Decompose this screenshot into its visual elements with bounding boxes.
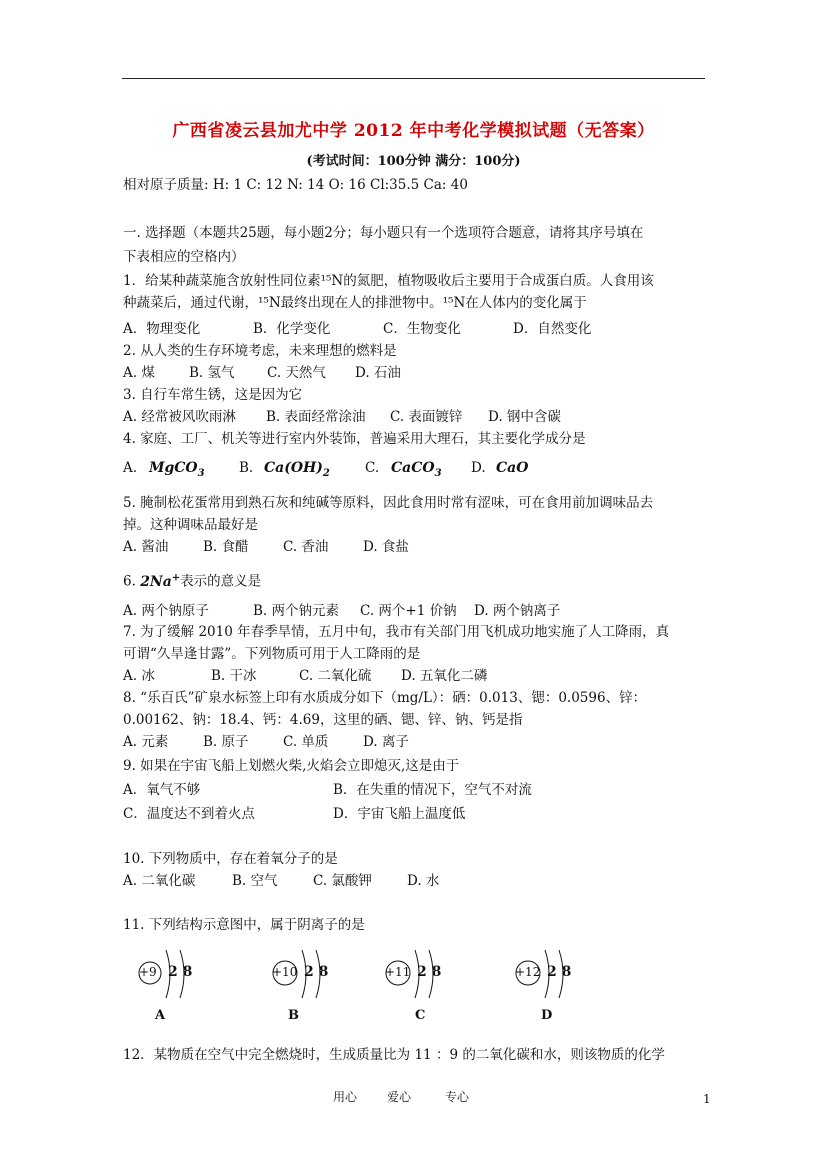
atom-c-label: C bbox=[415, 1008, 426, 1023]
page-number: 1 bbox=[703, 1092, 711, 1106]
atom-a-electrons: 2 8 bbox=[168, 964, 193, 980]
q3-options bbox=[123, 408, 561, 426]
q4-options bbox=[123, 459, 528, 483]
q1-options bbox=[123, 320, 591, 338]
q4-option-b-formula: $Ca(OH)_2$ bbox=[264, 460, 330, 479]
q7-option-b: B. 干冰 bbox=[211, 668, 257, 684]
atom-diagram-d[interactable] bbox=[512, 946, 592, 1002]
q3-stem: 3. 自行车常生锈，这是因为它 bbox=[123, 387, 303, 403]
section-heading-line2: 下表相应的空格内） bbox=[123, 249, 245, 265]
q9-option-a: A．氧气不够 bbox=[123, 782, 201, 798]
q6-option-c: C. 两个+1 价钠 bbox=[360, 603, 457, 619]
atom-a-nucleus: +9 bbox=[139, 965, 157, 979]
q6-option-d: D. 两个钠离子 bbox=[474, 603, 561, 619]
q2-options bbox=[123, 364, 401, 382]
q8-option-a: A. 元素 bbox=[123, 734, 169, 750]
atom-a-label: A bbox=[155, 1008, 166, 1023]
q2-option-a: A. 煤 bbox=[123, 365, 155, 381]
q5-stem-line2: 掉。这种调味品最好是 bbox=[123, 517, 258, 533]
footer-left-motto: 用心 bbox=[333, 1090, 358, 1104]
q2-option-c: C. 天然气 bbox=[267, 365, 326, 381]
q3-option-c: C. 表面镀锌 bbox=[390, 409, 463, 425]
footer-right-motto: 专心 bbox=[445, 1090, 470, 1104]
q7-option-d: D. 五氧化二磷 bbox=[401, 668, 488, 684]
q10-option-a: A. 二氧化碳 bbox=[123, 873, 196, 889]
q7-option-a: A. 冰 bbox=[123, 668, 155, 684]
q10-option-d: D. 水 bbox=[407, 873, 440, 889]
q4-stem: 4. 家庭、工厂、机关等进行室内外装饰，普遍采用大理石，其主要化学成分是 bbox=[123, 431, 586, 447]
q10-options bbox=[123, 872, 439, 890]
q9-option-c: C．温度达不到着火点 bbox=[123, 806, 255, 822]
q6-stem-text: 表示的意义是 bbox=[180, 573, 262, 590]
q5-options bbox=[123, 538, 409, 556]
q5-option-c: C. 香油 bbox=[283, 539, 329, 555]
q8-option-b: B. 原子 bbox=[203, 734, 249, 750]
q1-stem-line1: 1．给某种蔬菜施含放射性同位素¹⁵N的氮肥，植物吸收后主要用于合成蛋白质。人食用该 bbox=[123, 273, 654, 289]
q5-option-d: D. 食盐 bbox=[363, 539, 409, 555]
q3-option-b: B. 表面经常涂油 bbox=[266, 409, 366, 425]
q1-option-d: D．自然变化 bbox=[513, 321, 592, 337]
q1-option-a: A．物理变化 bbox=[123, 321, 201, 337]
q9-option-b: B．在失重的情况下，空气不对流 bbox=[333, 782, 532, 798]
q4-option-c-formula: CaCO$_3$ bbox=[391, 460, 442, 479]
q5-stem-line1: 5. 腌制松花蛋常用到熟石灰和纯碱等原料，因此食用时常有涩味，可在食用前加调味品去 bbox=[123, 495, 654, 511]
q11-stem: 11. 下列结构示意图中，属于阴离子的是 bbox=[123, 917, 365, 933]
q7-options bbox=[123, 667, 487, 685]
q6-number: 6. bbox=[123, 573, 136, 590]
atom-diagram-a[interactable] bbox=[134, 946, 214, 1002]
q8-option-c: C. 单质 bbox=[283, 734, 329, 750]
exam-info: (考试时间：100分钟 满分：100分) bbox=[306, 154, 521, 169]
q10-stem: 10. 下列物质中，存在着氧分子的是 bbox=[123, 851, 338, 867]
atom-d-electrons: 2 8 bbox=[547, 964, 572, 980]
q2-option-b: B. 氢气 bbox=[189, 365, 235, 381]
atomic-masses: 相对原子质量: H: 1 C: 12 N: 14 O: 16 Cl:35.5 Ca: 40 bbox=[123, 177, 468, 193]
q9-option-d: D．宇宙飞船上温度低 bbox=[333, 806, 466, 822]
atom-b-electrons: 2 8 bbox=[304, 964, 329, 980]
footer-middle-motto: 爱心 bbox=[387, 1090, 412, 1104]
q8-stem-line2: 0.00162、钠：18.4、钙：4.69，这里的硒、锶、锌、钠、钙是指 bbox=[123, 712, 523, 728]
q3-option-d: D. 钢中含碳 bbox=[488, 409, 561, 425]
q6-option-b: B. 两个钠元素 bbox=[253, 603, 340, 619]
q4-letter-b: B. bbox=[239, 460, 254, 476]
q4-option-a-formula: MgCO$_3$ bbox=[149, 460, 205, 479]
section-heading-line1: 一. 选择题（本题共25题，每小题2分；每小题只有一个选项符合题意，请将其序号填在 bbox=[123, 225, 644, 241]
q6-option-a: A. 两个钠原子 bbox=[123, 603, 209, 619]
atom-b-nucleus: +10 bbox=[272, 965, 298, 979]
q9-options-row1 bbox=[123, 781, 532, 799]
page-title: 广西省凌云县加尤中学 2012 年中考化学模拟试题（无答案） bbox=[172, 121, 655, 141]
q2-option-d: D. 石油 bbox=[355, 365, 401, 381]
q9-stem: 9. 如果在宇宙飞船上划燃火柴,火焰会立即熄灭,这是由于 bbox=[123, 758, 460, 774]
q7-option-c: C. 二氧化硫 bbox=[299, 668, 372, 684]
q7-stem-line1: 7. 为了缓解 2010 年春季旱情，五月中旬，我市有关部门用飞机成功地实施了人工降雨，真 bbox=[123, 624, 670, 640]
q1-option-b: B．化学变化 bbox=[253, 321, 331, 337]
q12-stem-line1: 12．某物质在空气中完全燃烧时，生成质量比为 11 ：9 的二氧化碳和水，则该物质的化学 bbox=[123, 1047, 665, 1063]
q4-letter-c: C. bbox=[365, 460, 380, 476]
q4-option-d-formula: CaO bbox=[496, 460, 529, 476]
q10-option-b: B. 空气 bbox=[232, 873, 278, 889]
q2-stem: 2. 从人类的生存环境考虑，未来理想的燃料是 bbox=[123, 343, 397, 359]
q7-stem-line2: 可谓“久旱逢甘露”。下列物质可用于人工降雨的是 bbox=[123, 646, 421, 662]
q1-stem-line2: 种蔬菜后，通过代谢，¹⁵N最终出现在人的排泄物中。¹⁵N在人体内的变化属于 bbox=[123, 295, 587, 311]
q6-formula: 2Na+ bbox=[140, 572, 181, 590]
atom-c-electrons: 2 8 bbox=[417, 964, 442, 980]
q9-options-row2 bbox=[123, 805, 465, 823]
atom-diagram-c[interactable] bbox=[382, 946, 462, 1002]
q10-option-c: C. 氯酸钾 bbox=[313, 873, 372, 889]
header-rule bbox=[122, 78, 705, 79]
q8-options bbox=[123, 733, 409, 751]
atom-c-nucleus: +11 bbox=[385, 965, 411, 979]
q4-letter-a: A. bbox=[123, 460, 138, 476]
q8-option-d: D. 离子 bbox=[363, 734, 409, 750]
q1-option-c: C．生物变化 bbox=[383, 321, 461, 337]
atom-d-nucleus: +12 bbox=[515, 965, 541, 979]
atom-d-label: D bbox=[541, 1008, 553, 1023]
q5-option-a: A. 酱油 bbox=[123, 539, 169, 555]
q6-options bbox=[123, 602, 560, 620]
q8-stem-line1: 8. “乐百氏”矿泉水标签上印有水质成分如下（mg/L）：硒：0.013、锶：0.0596、锌： bbox=[123, 690, 647, 706]
q3-option-a: A. 经常被风吹雨淋 bbox=[123, 409, 236, 425]
q6-stem bbox=[123, 569, 261, 591]
atom-diagram-b[interactable] bbox=[269, 946, 349, 1002]
atom-b-label: B bbox=[288, 1008, 299, 1023]
q5-option-b: B. 食醋 bbox=[203, 539, 249, 555]
q4-letter-d: D. bbox=[471, 460, 486, 476]
